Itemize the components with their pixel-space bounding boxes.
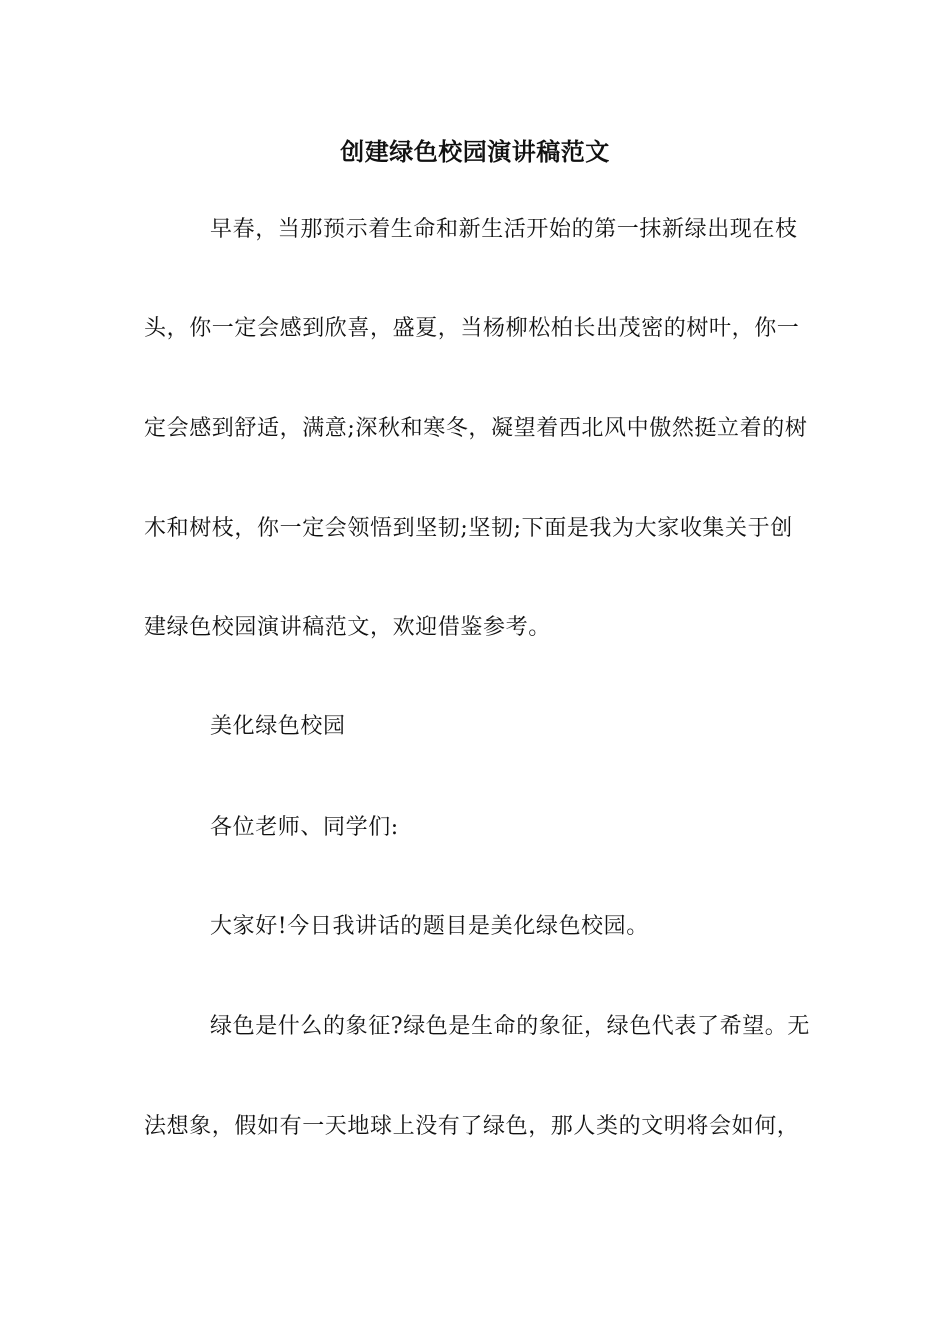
paragraph-line: 大家好!今日我讲话的题目是美化绿色校园。	[210, 914, 649, 939]
document-title: 创建绿色校园演讲稿范文	[340, 137, 610, 166]
salutation-line: 各位老师、同学们:	[210, 815, 399, 840]
section-heading: 美化绿色校园	[210, 714, 346, 739]
paragraph-line: 法想象，假如有一天地球上没有了绿色，那人类的文明将会如何，	[144, 1114, 800, 1139]
paragraph-line: 木和树枝，你一定会领悟到坚韧;坚韧;下面是我为大家收集关于创	[144, 516, 793, 541]
paragraph-line: 建绿色校园演讲稿范文，欢迎借鉴参考。	[144, 615, 551, 640]
paragraph-line: 头，你一定会感到欣喜，盛夏，当杨柳松柏长出茂密的树叶，你一	[144, 316, 800, 341]
paragraph-line: 早春，当那预示着生命和新生活开始的第一抹新绿出现在枝	[210, 217, 798, 242]
paragraph-line: 定会感到舒适，满意;深秋和寒冬，凝望着西北风中傲然挺立着的树	[144, 416, 808, 441]
paragraph-line: 绿色是什么的象征?绿色是生命的象征，绿色代表了希望。无	[210, 1014, 810, 1039]
